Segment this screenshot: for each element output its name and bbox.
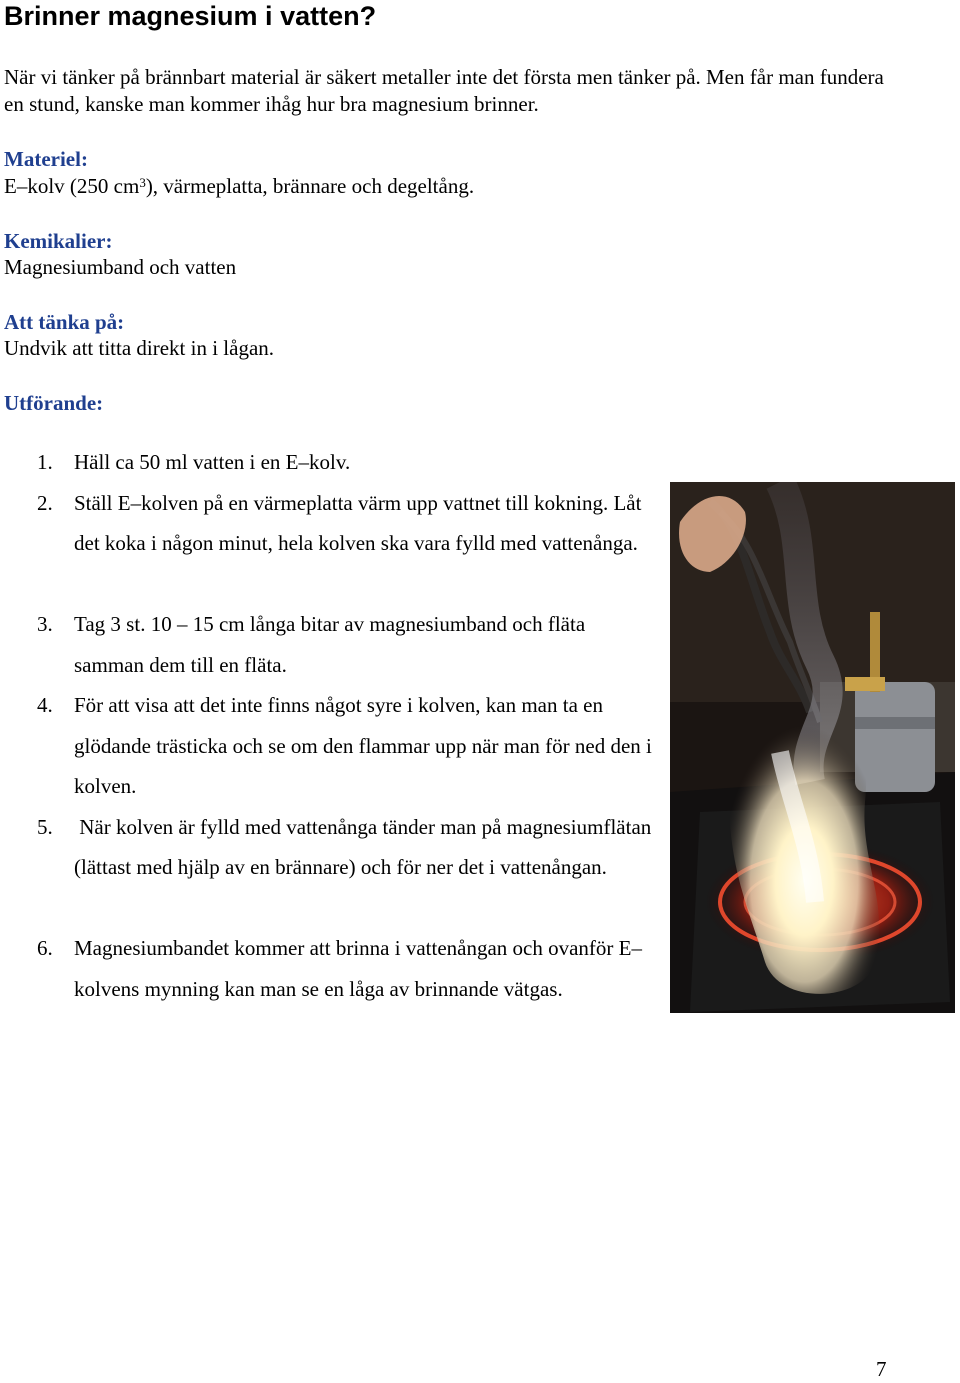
intro-paragraph: När vi tänker på brännbart material är säkert metaller inte det första men tänker på. Men får man fundera en stund, kanske man kommer ihåg hur bra magnesium brinner. (4, 65, 884, 116)
page-title: Brinner magnesium i vatten? (4, 1, 377, 31)
step-number: 3. (37, 612, 53, 636)
experiment-photo (670, 482, 955, 1013)
utforande-heading: Utförande: (4, 391, 104, 415)
kemikalier-text: Magnesiumband och vatten (4, 255, 237, 279)
materiel-text-part1: E–kolv (250 cm (4, 174, 140, 198)
step-number: 6. (37, 936, 53, 960)
gas-canister (855, 682, 935, 792)
page-number: 7 (876, 1357, 887, 1381)
materiel-text-part2: ), värmeplatta, brännare och degeltång. (145, 174, 475, 198)
step-text: Tag 3 st. 10 – 15 cm långa bitar av magnesiumband och fläta samman dem till en fläta. (74, 612, 586, 677)
materiel-heading: Materiel: (4, 147, 88, 171)
step-text: När kolven är fylld med vattenånga tänder man på magnesiumflätan (lättast med hjälp av en brännare) och för ner det i vattenångan. (74, 814, 657, 879)
step-text: För att visa att det inte finns något syre i kolven, kan man ta en glödande trästicka och se om den flammar upp när man för ned den i kolven. (74, 693, 652, 798)
att-tanka-pa-heading: Att tänka på: (4, 310, 125, 334)
materiel-superscript: 3 (139, 175, 146, 190)
step-number: 4. (37, 693, 53, 717)
step-text: Magnesiumbandet kommer att brinna i vattenångan och ovanför E–kolvens mynning kan man se en låga av brinnande vätgas. (74, 936, 642, 1001)
step-text: Ställ E–kolven på en värmeplatta värm upp vattnet till kokning. Låt det koka i någon minut, hela kolven ska vara fylld med vattenånga. (74, 490, 642, 555)
step-text: Häll ca 50 ml vatten i en E–kolv. (74, 450, 351, 474)
materiel-text (4, 173, 474, 200)
kemikalier-heading: Kemikalier: (4, 229, 113, 253)
burning-flask-illustration (670, 482, 955, 1013)
step-number: 5. (37, 814, 53, 839)
att-tanka-pa-text: Undvik att titta direkt in i lågan. (4, 336, 275, 360)
step-number: 1. (37, 450, 53, 474)
step-number: 2. (37, 490, 53, 515)
